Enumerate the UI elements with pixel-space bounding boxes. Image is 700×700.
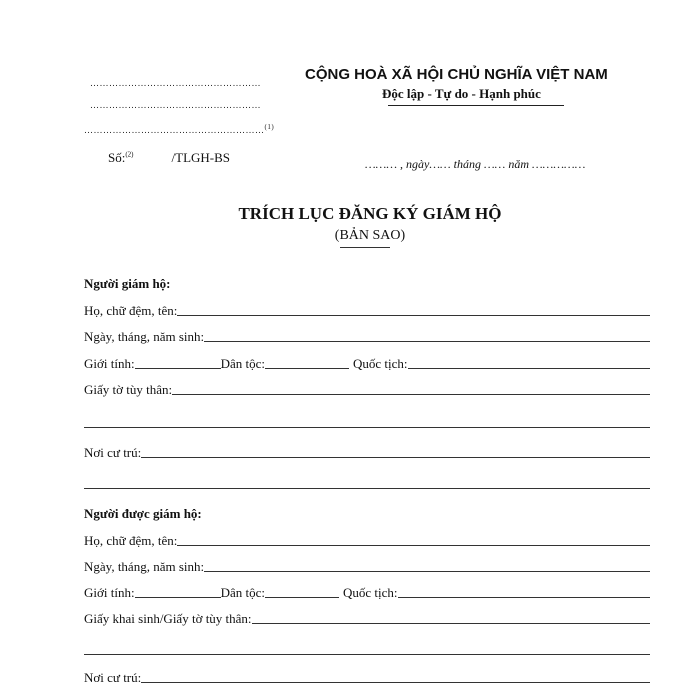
issuing-authority-dots-3 <box>84 123 274 135</box>
ward-ethnicity-label: Dân tộc: <box>220 585 265 600</box>
ward-nationality-label: Quốc tịch: <box>342 585 398 600</box>
issuing-authority-dots-1: ……………………………………………… <box>90 78 261 88</box>
ward-gender-field[interactable] <box>135 596 221 598</box>
document-number-label: Số: <box>108 150 126 165</box>
guardian-residence-label: Nơi cư trú: <box>84 445 142 460</box>
guardian-id-field[interactable] <box>172 393 650 395</box>
guardian-heading: Người giám hộ: <box>84 276 171 291</box>
motto-underline <box>388 105 564 106</box>
ward-demographics-row <box>84 585 650 601</box>
ward-id-row <box>84 611 650 627</box>
guardian-name-field[interactable] <box>177 314 650 316</box>
ward-heading: Người được giám hộ: <box>84 506 202 521</box>
ward-residence-label: Nơi cư trú: <box>84 670 142 685</box>
ward-dob-field[interactable] <box>204 570 650 572</box>
ward-residence-field[interactable] <box>141 681 650 683</box>
ward-name-field[interactable] <box>177 544 650 546</box>
guardian-nationality-field[interactable] <box>408 367 651 369</box>
guardian-nationality-label: Quốc tịch: <box>352 356 408 371</box>
ward-residence-row <box>84 670 650 686</box>
guardian-ethnicity-field[interactable] <box>265 367 349 369</box>
ward-name-label: Họ, chữ đệm, tên: <box>84 533 178 548</box>
ward-id-field[interactable] <box>252 622 650 624</box>
ward-gender-label: Giới tính: <box>84 585 135 600</box>
guardian-id-continuation-line[interactable] <box>84 427 650 428</box>
footnote-marker-2: (2) <box>125 150 134 159</box>
guardian-dob-row <box>84 329 650 345</box>
guardian-dob-field[interactable] <box>204 340 650 342</box>
ward-ethnicity-field[interactable] <box>265 596 339 598</box>
guardian-id-label: Giấy tờ tùy thân: <box>84 382 173 397</box>
ward-dob-label: Ngày, tháng, năm sinh: <box>84 559 205 574</box>
guardian-name-label: Họ, chữ đệm, tên: <box>84 303 178 318</box>
guardian-residence-field[interactable] <box>141 456 650 458</box>
ward-nationality-field[interactable] <box>398 596 651 598</box>
national-motto: Độc lập - Tự do - Hạnh phúc <box>382 86 541 101</box>
guardian-gender-label: Giới tính: <box>84 356 135 371</box>
document-subtitle: (BẢN SAO) <box>334 228 406 243</box>
ward-name-row <box>84 533 650 549</box>
guardian-gender-field[interactable] <box>135 367 221 369</box>
ward-id-label: Giấy khai sinh/Giấy tờ tùy thân: <box>84 611 252 626</box>
document-number <box>108 150 230 166</box>
subtitle-underline <box>340 247 390 248</box>
guardian-dob-label: Ngày, tháng, năm sinh: <box>84 329 205 344</box>
issuing-authority-dots-2: ……………………………………………… <box>90 100 261 110</box>
guardian-id-row <box>84 382 650 398</box>
date-line: ……… , ngày…… tháng …… năm …………… <box>365 157 586 171</box>
guardian-demographics-row <box>84 356 650 372</box>
ward-dob-row <box>84 559 650 575</box>
ward-id-continuation-line[interactable] <box>84 654 650 655</box>
document-number-suffix: /TLGH-BS <box>171 150 231 165</box>
guardian-ethnicity-label: Dân tộc: <box>220 356 265 371</box>
footnote-marker-1: (1) <box>264 123 275 131</box>
guardian-residence-continuation-line[interactable] <box>84 488 650 489</box>
issuing-authority-dots-3-text: ………………………………………………… <box>84 125 265 135</box>
guardian-name-row <box>84 303 650 319</box>
document-title: TRÍCH LỤC ĐĂNG KÝ GIÁM HỘ <box>238 204 502 223</box>
guardian-residence-row <box>84 445 650 461</box>
national-name: CỘNG HOÀ XÃ HỘI CHỦ NGHĨA VIỆT NAM <box>305 66 608 83</box>
